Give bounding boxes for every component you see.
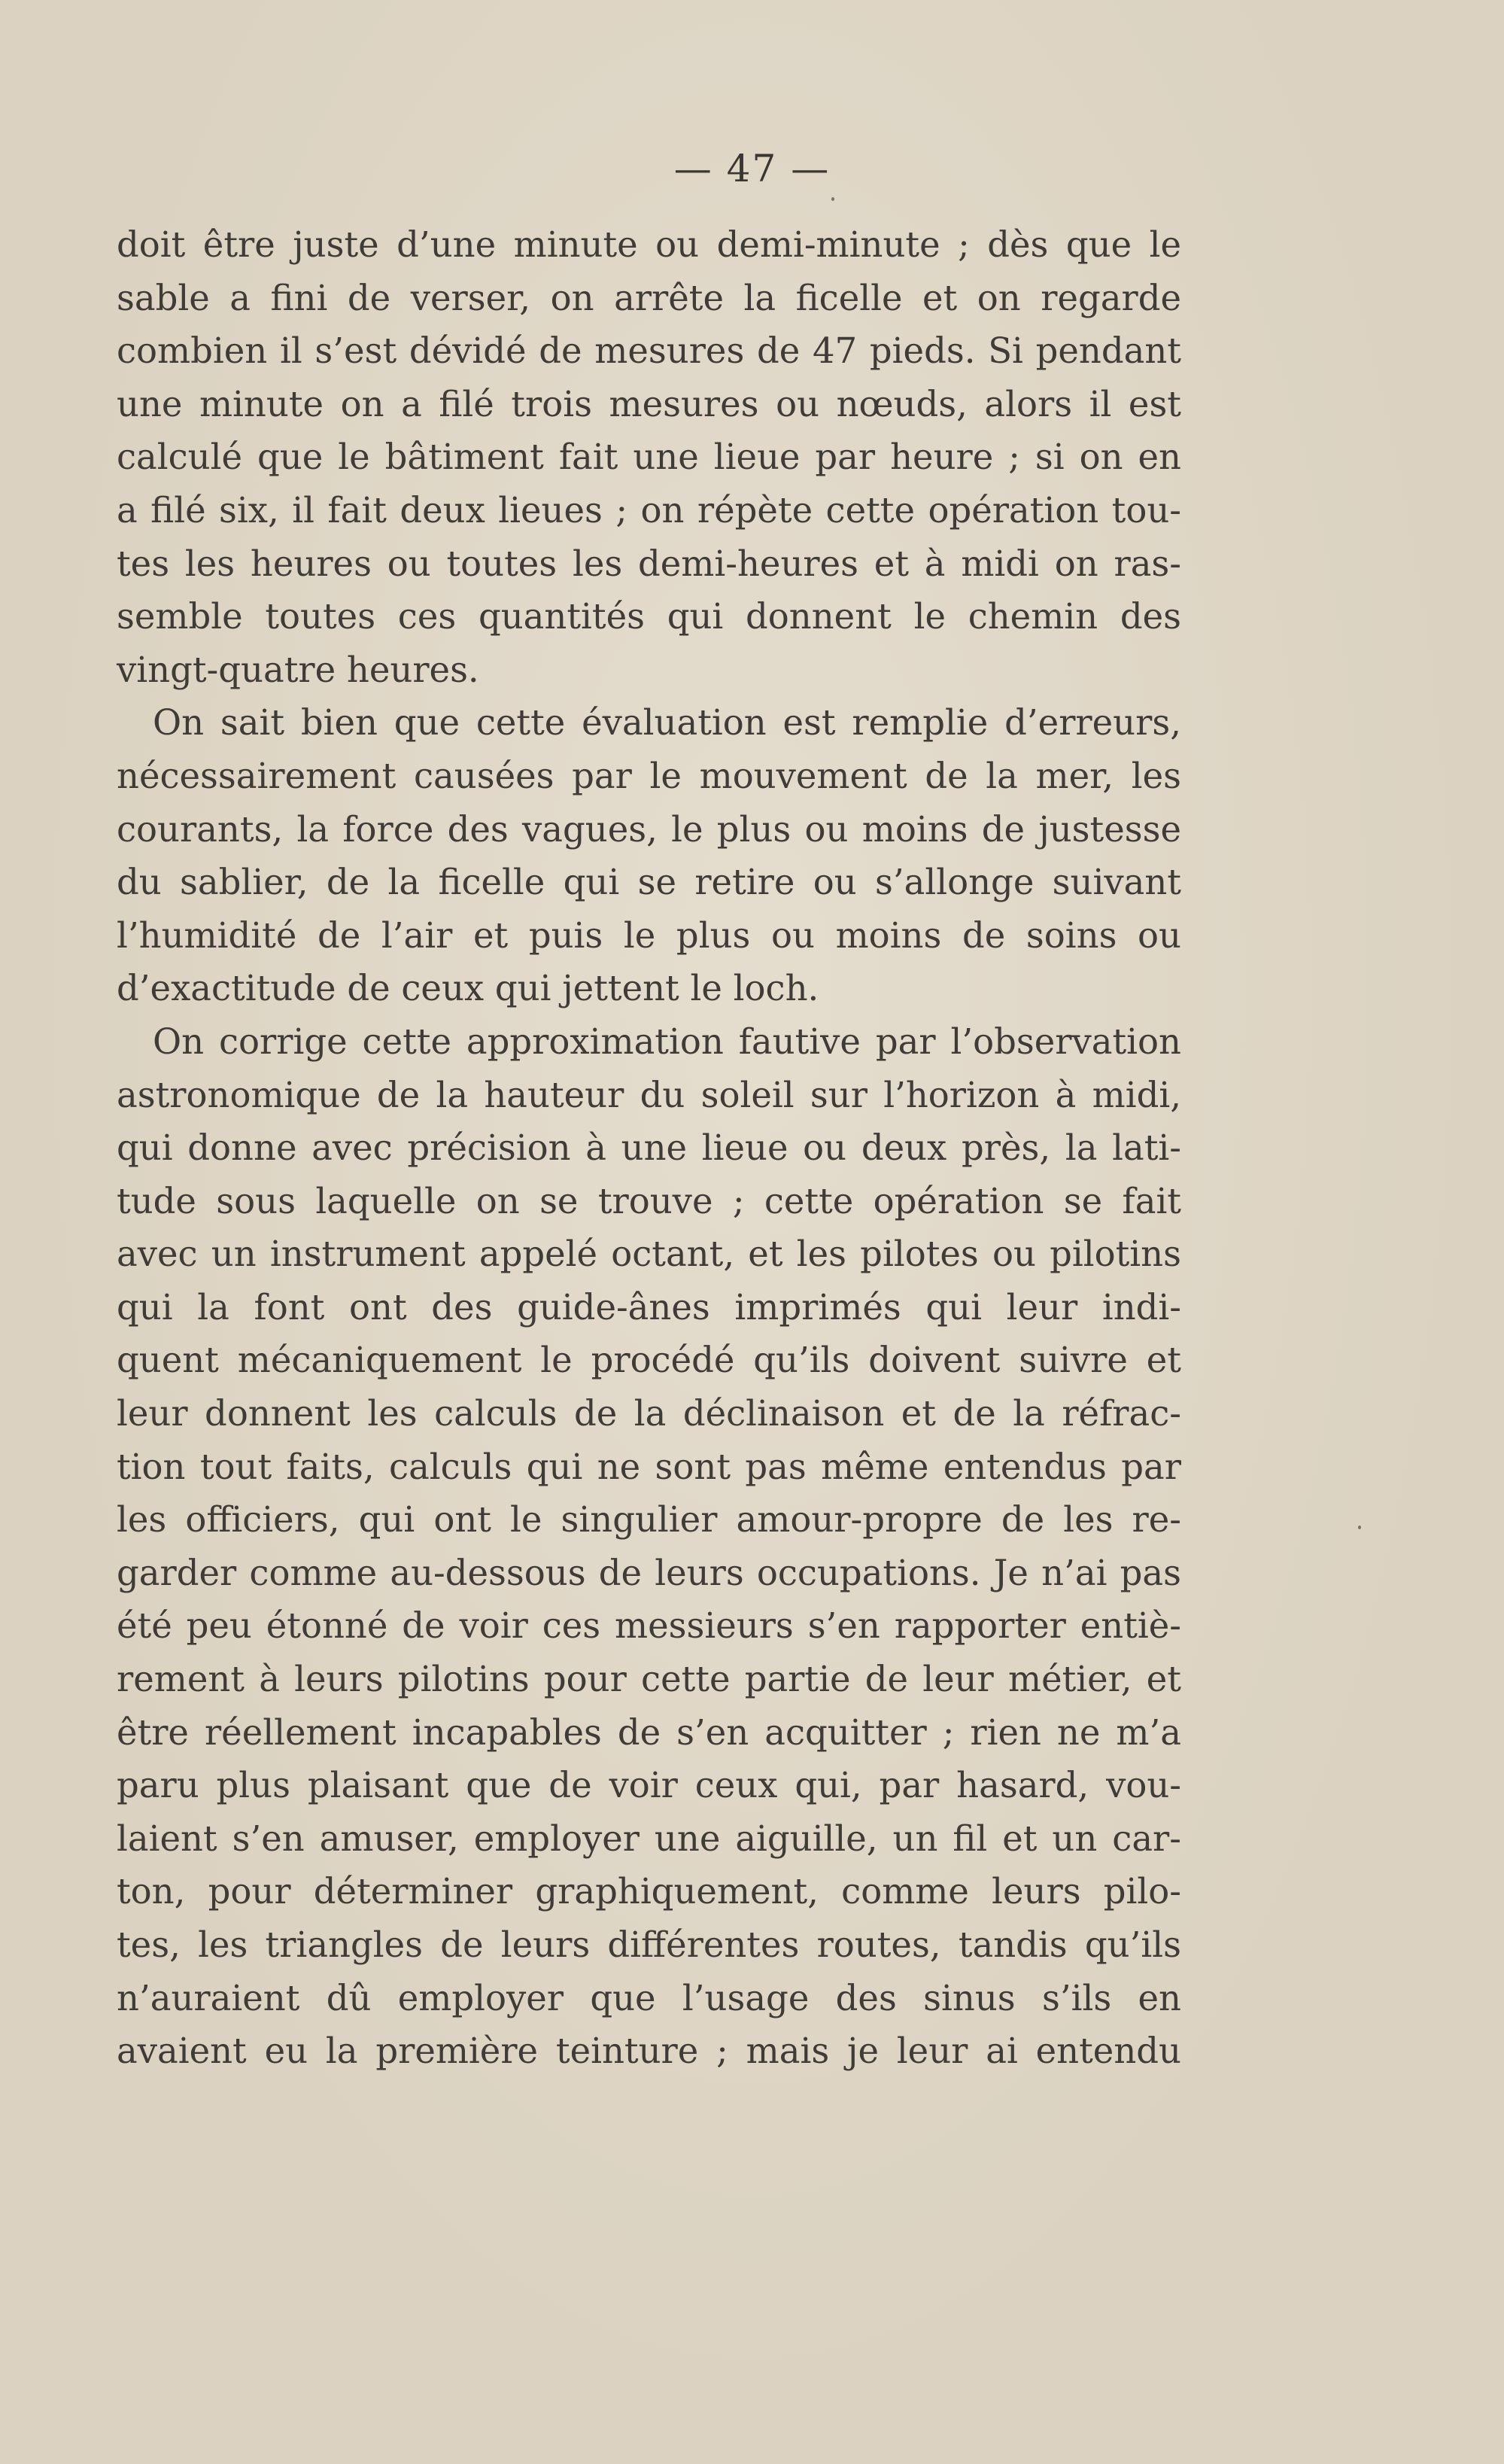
paragraph xyxy=(117,696,1181,1015)
text-line: qui la font ont des guide-ânes imprimés qui leur indi- xyxy=(117,1286,1181,1328)
text-line: d’exactitude de ceux qui jettent le loch. xyxy=(117,968,819,1009)
text-line: tes, les triangles de leurs différentes routes, tandis qu’ils xyxy=(117,1924,1181,1965)
page-number: — 47 — xyxy=(673,147,831,190)
text-line: avaient eu la première teinture ; mais je leur ai entendu xyxy=(117,2031,1181,2072)
paragraph xyxy=(117,218,1181,696)
text-line: courants, la force des vagues, le plus ou moins de justesse xyxy=(117,808,1181,850)
text-line: nécessairement causées par le mouvement de la mer, les xyxy=(117,755,1181,796)
text-line: été peu étonné de voir ces messieurs s’en rapporter entiè- xyxy=(117,1605,1181,1647)
text-line: du sablier, de la ficelle qui se retire ou s’allonge suivant xyxy=(117,862,1181,903)
text-line: n’auraient dû employer que l’usage des sinus s’ils en xyxy=(117,1977,1181,2018)
text-line: combien il s’est dévidé de mesures de 47 pieds. Si pendant xyxy=(117,330,1181,372)
text-line: calculé que le bâtiment fait une lieue par heure ; si on en xyxy=(117,437,1181,478)
text-line: astronomique de la hauteur du soleil sur l’horizon à midi, xyxy=(117,1074,1181,1115)
paragraph xyxy=(117,1015,1181,2078)
text-line: les officiers, qui ont le singulier amour-propre de les re- xyxy=(117,1499,1181,1541)
text-line: l’humidité de l’air et puis le plus ou moins de soins ou xyxy=(117,914,1181,956)
text-line: rement à leurs pilotins pour cette partie de leur métier, et xyxy=(117,1659,1181,1700)
text-line: On sait bien que cette évaluation est remplie d’erreurs, xyxy=(153,702,1181,744)
text-line: une minute on a filé trois mesures ou nœuds, alors il est xyxy=(117,383,1181,424)
text-line: garder comme au-dessous de leurs occupations. Je n’ai pas xyxy=(117,1552,1181,1593)
text-line: leur donnent les calculs de la déclinaison et de la réfrac- xyxy=(117,1393,1181,1434)
text-line: laient s’en amuser, employer une aiguille, un fil et un car- xyxy=(117,1818,1181,1859)
text-line: avec un instrument appelé octant, et les pilotes ou pilotins xyxy=(117,1234,1181,1275)
text-line: tes les heures ou toutes les demi-heures et à midi on ras- xyxy=(117,543,1181,584)
text-line: paru plus plaisant que de voir ceux qui, par hasard, vou- xyxy=(117,1765,1181,1806)
text-line: qui donne avec précision à une lieue ou deux près, la lati- xyxy=(117,1127,1181,1169)
text-line: tude sous laquelle on se trouve ; cette opération se fait xyxy=(117,1180,1181,1221)
text-line: être réellement incapables de s’en acquitter ; rien ne m’a xyxy=(117,1711,1181,1753)
text-line: quent mécaniquement le procédé qu’ils doivent suivre et xyxy=(117,1340,1181,1381)
text-line: doit être juste d’une minute ou demi-minute ; dès que le xyxy=(117,224,1181,265)
text-line: a filé six, il fait deux lieues ; on répète cette opération tou- xyxy=(117,489,1181,531)
text-line: tion tout faits, calculs qui ne sont pas même entendus par xyxy=(117,1446,1181,1487)
text-line: ton, pour déterminer graphiquement, comme leurs pilo- xyxy=(117,1871,1181,1912)
text-line: sable a fini de verser, on arrête la ficelle et on regarde xyxy=(117,277,1181,318)
text-line: vingt-quatre heures. xyxy=(117,649,479,690)
text-line: semble toutes ces quantités qui donnent le chemin des xyxy=(117,596,1181,637)
text-line: On corrige cette approximation fautive par l’observation xyxy=(153,1021,1181,1062)
paper-speck xyxy=(1358,1526,1361,1529)
paper-speck xyxy=(831,197,834,201)
body-text xyxy=(117,218,1181,2078)
